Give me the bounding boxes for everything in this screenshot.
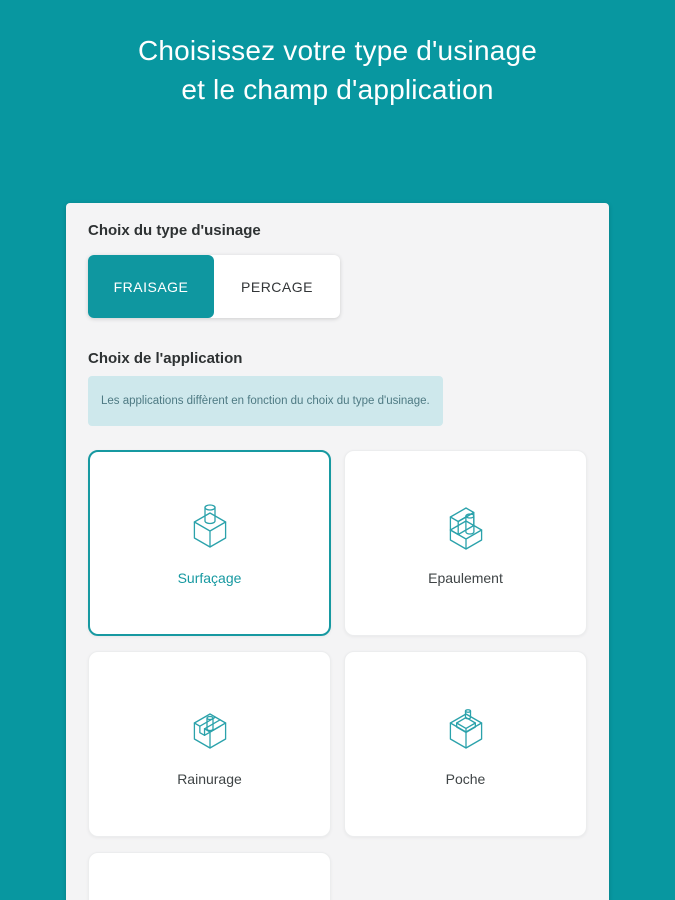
page-title [0, 31, 675, 109]
percage-tab[interactable] [214, 255, 340, 318]
app-card-label: Poche [445, 770, 486, 787]
application-info-text: Les applications diffèrent en fonction du choix du type d'usinage. [101, 395, 430, 407]
shoulder-milling-icon [438, 501, 494, 557]
machining-type-toggle [88, 255, 340, 318]
app-card-poche[interactable] [344, 651, 587, 837]
selection-panel [66, 203, 609, 900]
app-card-label: Epaulement [428, 569, 503, 586]
fraisage-tab[interactable] [88, 255, 214, 318]
app-card-surfacage[interactable] [88, 450, 331, 636]
percage-tab-label: PERCAGE [241, 278, 313, 295]
machining-type-label: Choix du type d'usinage [88, 222, 261, 239]
pocket-milling-icon [438, 702, 494, 758]
app-card-label: Rainurage [177, 770, 242, 787]
app-card-partial[interactable] [88, 852, 331, 900]
application-info-banner [88, 376, 443, 426]
fraisage-tab-label: FRAISAGE [113, 278, 189, 295]
application-grid [88, 450, 587, 900]
app-card-rainurage[interactable] [88, 651, 331, 837]
app-card-label: Surfaçage [177, 569, 242, 586]
page-title-line2: et le champ d'application [181, 74, 494, 105]
page-title-line1: Choisissez votre type d'usinage [137, 35, 538, 66]
face-milling-icon [182, 501, 238, 557]
app-card-epaulement[interactable] [344, 450, 587, 636]
slot-milling-icon [182, 702, 238, 758]
application-label: Choix de l'application [88, 350, 243, 367]
